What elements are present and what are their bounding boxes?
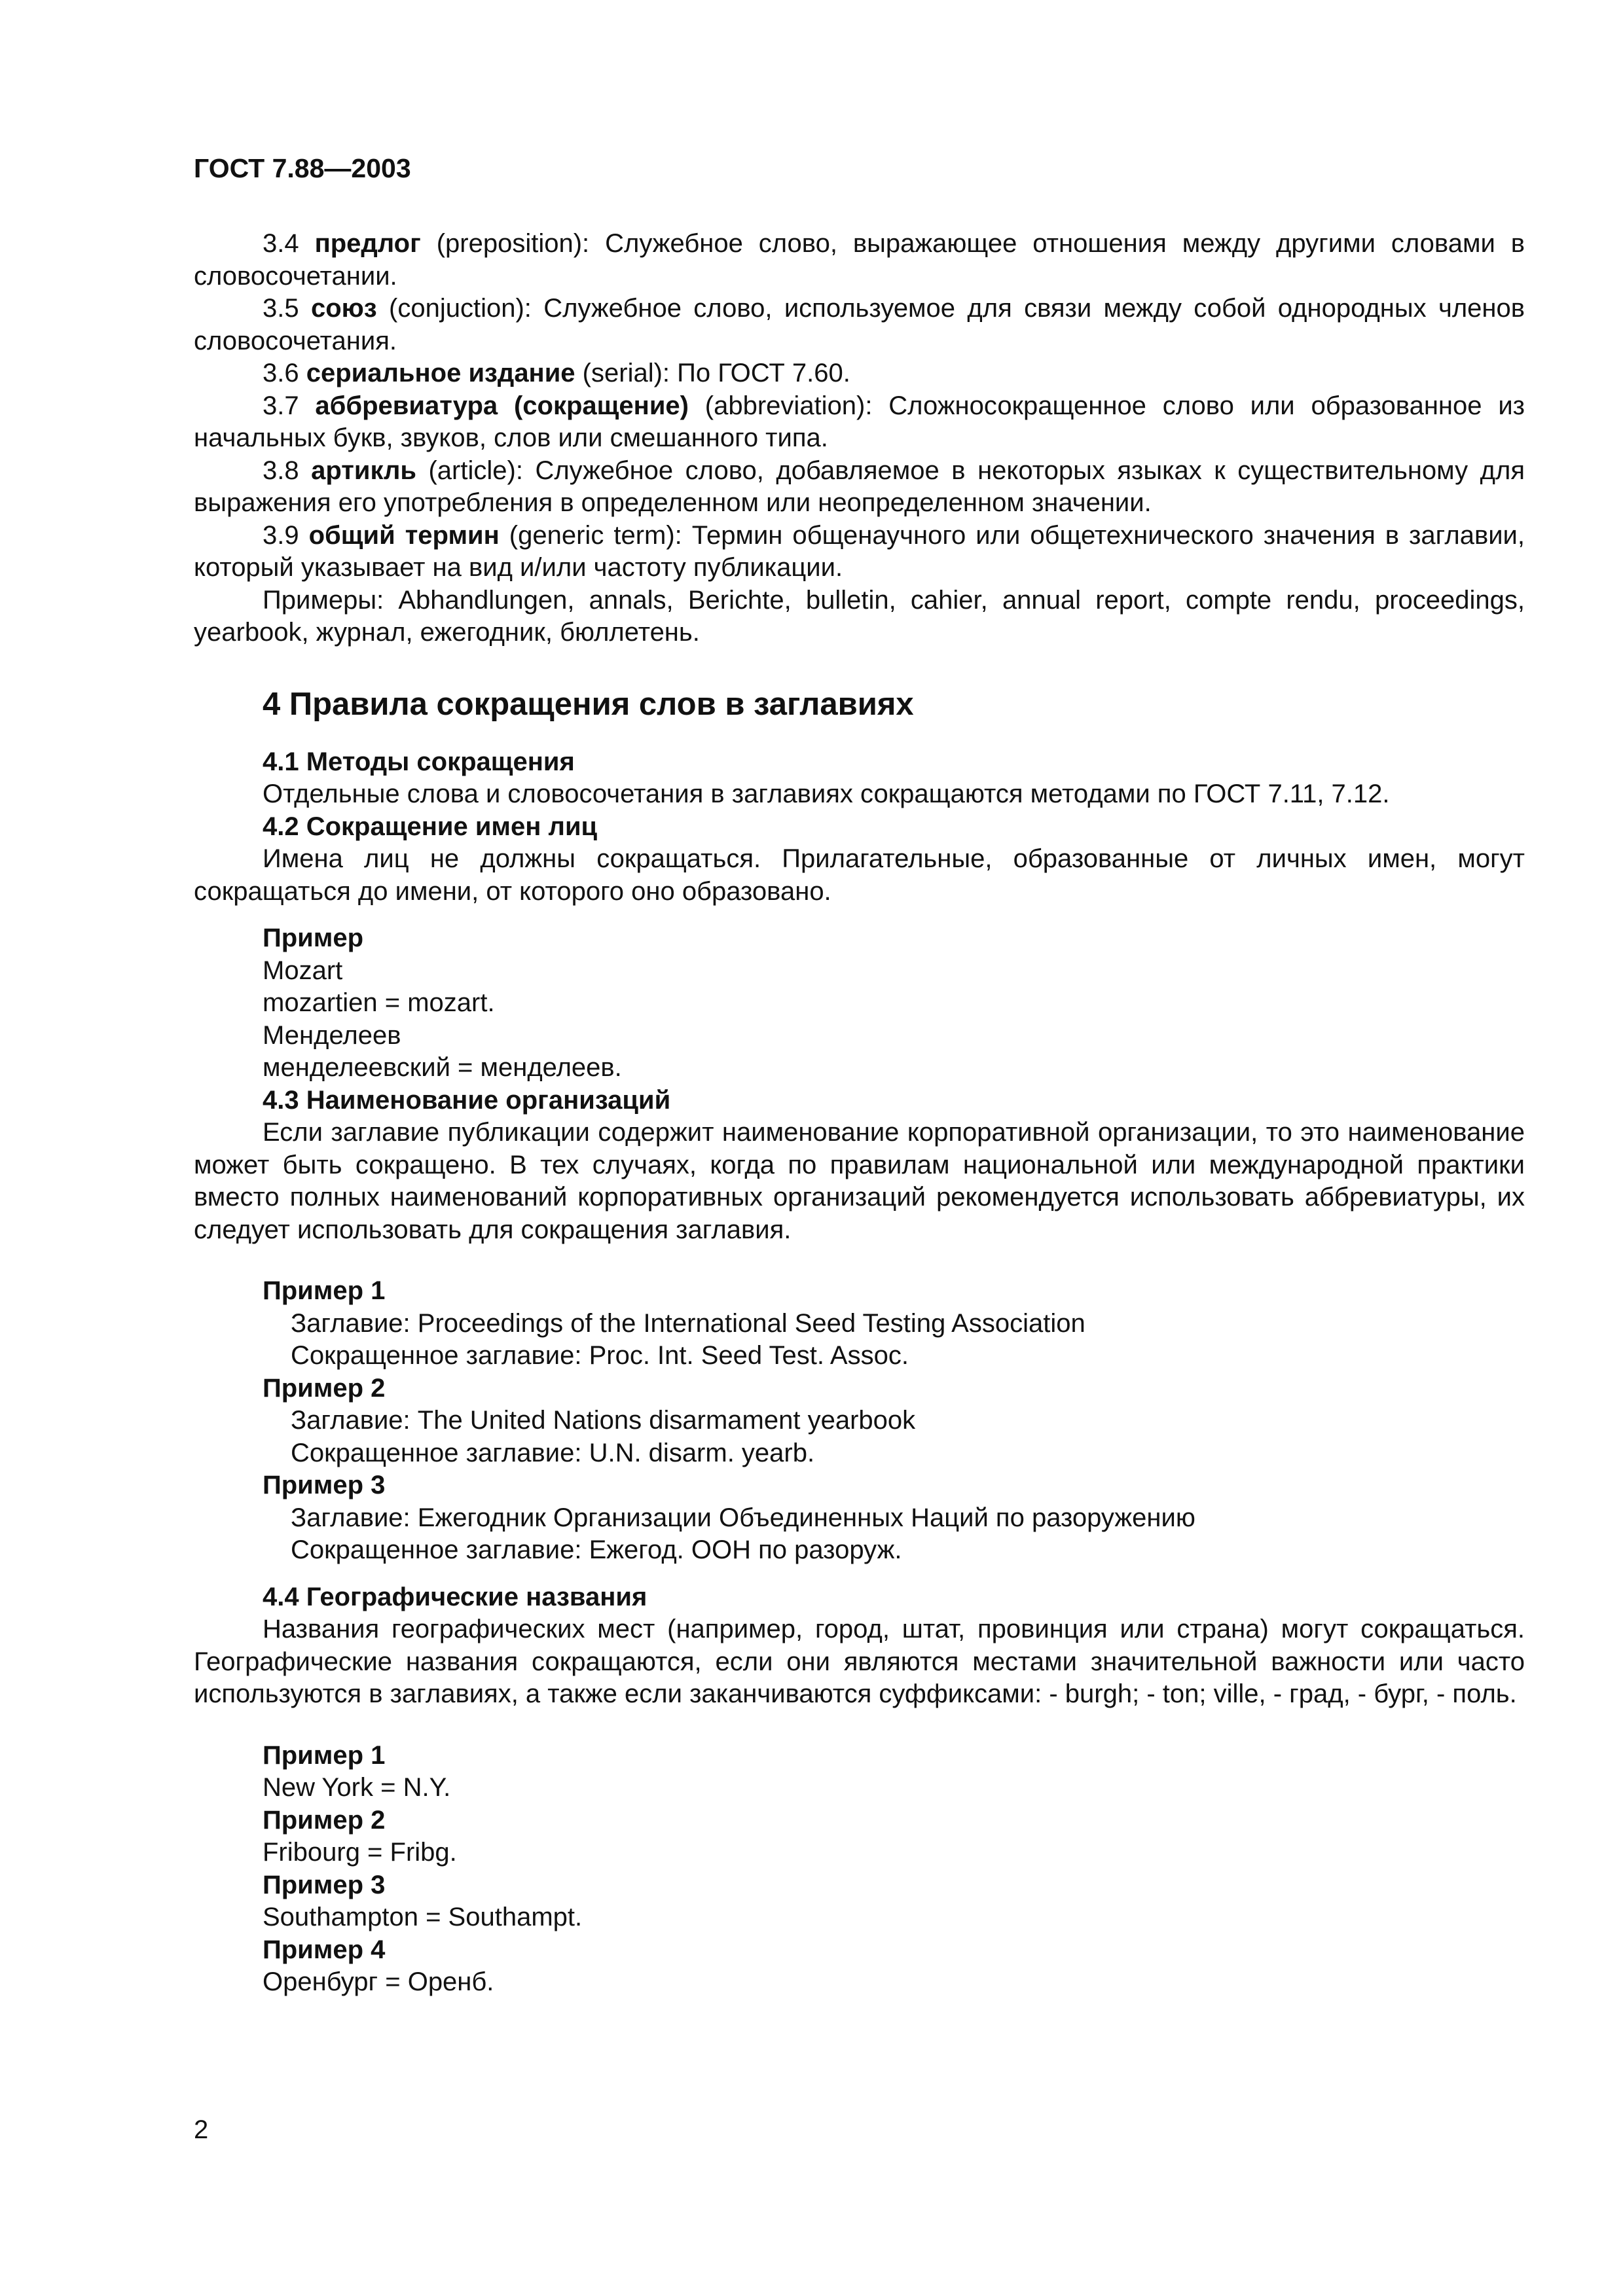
section-4-heading: 4 Правила сокращения слов в заглавиях <box>263 686 914 722</box>
page-number: 2 <box>194 2115 209 2144</box>
section-4-1-text: Отдельные слова и словосочетания в заглавиях сокращаются методами по ГОСТ 7.11, 7.12. <box>263 780 1390 808</box>
definition-3-6: 3.6 сериальное издание (serial): По ГОСТ 7.60. <box>263 359 850 387</box>
example-line: Mozart <box>263 956 343 985</box>
example-title: Заглавие: Proceedings of the International Seed Testing Association <box>291 1308 1085 1338</box>
section-4-2-text: Имена лиц не должны сокращаться. Прилагательные, образованные от личных имен, могут сокращаться до имени, от которого оно образовано. <box>194 844 1525 906</box>
example-label: Пример 1 <box>263 1276 386 1305</box>
example-short-title: Сокращенное заглавие: Ежегод. ООН по разоруж. <box>291 1535 902 1564</box>
definition-3-8: 3.8 артикль (article): Служебное слово, добавляемое в некоторых языках к существительному для выражения его употребления в определенном или неопределенном значении. <box>194 456 1525 517</box>
definition-3-5: 3.5 союз (conjuction): Служебное слово, используемое для связи между собой однородных членов словосочетания. <box>194 294 1525 355</box>
example-label: Пример 1 <box>263 1740 386 1770</box>
example-label: Пример 3 <box>263 1471 386 1499</box>
section-4-3-heading: 4.3 Наименование организаций <box>263 1085 671 1115</box>
example-label: Пример 4 <box>263 1935 386 1964</box>
definition-3-4: 3.4 предлог (preposition): Служебное слово, выражающее отношения между другими словами в словосочетании. <box>194 229 1525 291</box>
example-label: Пример 3 <box>263 1870 386 1899</box>
section-4-2-heading: 4.2 Сокращение имен лиц <box>263 812 598 841</box>
section-4-3-text: Если заглавие публикации содержит наименование корпоративной организации, то это наименование может быть сокращено. В тех случаях, когда по правилам национальной или международной практики вместо полных наименований корпоративных организаций рекомендуется использовать аббревиатуры, их следует использовать для сокращения заглавия. <box>194 1118 1525 1244</box>
section-4-1-heading: 4.1 Методы сокращения <box>263 747 575 776</box>
example-line: New York = N.Y. <box>263 1773 451 1802</box>
example-label: Пример 2 <box>263 1805 386 1835</box>
example-title: Заглавие: The United Nations disarmament yearbook <box>291 1406 916 1435</box>
examples-paragraph: Примеры: Abhandlungen, annals, Berichte, bulletin, cahier, annual report, compte rendu, proceedings, yearbook, журнал, ежегодник, бюллетень. <box>194 585 1525 647</box>
example-line: mozartien = mozart. <box>263 988 495 1017</box>
example-short-title: Сокращенное заглавие: U.N. disarm. yearb. <box>291 1438 815 1467</box>
example-label: Пример 2 <box>263 1373 386 1403</box>
standard-header: ГОСТ 7.88—2003 <box>194 153 411 183</box>
definition-3-9: 3.9 общий термин (generic term): Термин общенаучного или общетехнического значения в заглавии, который указывает на вид и/или частоту публикации. <box>194 520 1525 582</box>
example-line: менделеевский = менделеев. <box>263 1053 622 1082</box>
section-4-4-text: Названия географических мест (например, город, штат, провинция или страна) могут сокращаться. Географические названия сокращаются, если они являются местами значительной важности или часто используются в заглавиях, а также если заканчиваются суффиксами: - burgh; - ton; ville, - град, - бург, - поль. <box>194 1615 1525 1708</box>
section-4-4-heading: 4.4 Географические названия <box>263 1582 647 1611</box>
example-line: Fribourg = Fribg. <box>263 1838 457 1867</box>
example-label: Пример <box>263 924 364 952</box>
example-line: Оренбург = Оренб. <box>263 1967 494 1996</box>
example-title: Заглавие: Ежегодник Организации Объединенных Наций по разоружению <box>291 1503 1195 1532</box>
document-body <box>194 228 1525 1999</box>
example-line: Менделеев <box>263 1020 401 1050</box>
example-short-title: Сокращенное заглавие: Proc. Int. Seed Test. Assoc. <box>291 1341 909 1370</box>
definition-3-7: 3.7 аббревиатура (сокращение) (abbreviation): Сложносокращенное слово или образованное из начальных букв, звуков, слов или смешанного типа. <box>194 391 1525 452</box>
example-line: Southampton = Southampt. <box>263 1903 583 1931</box>
